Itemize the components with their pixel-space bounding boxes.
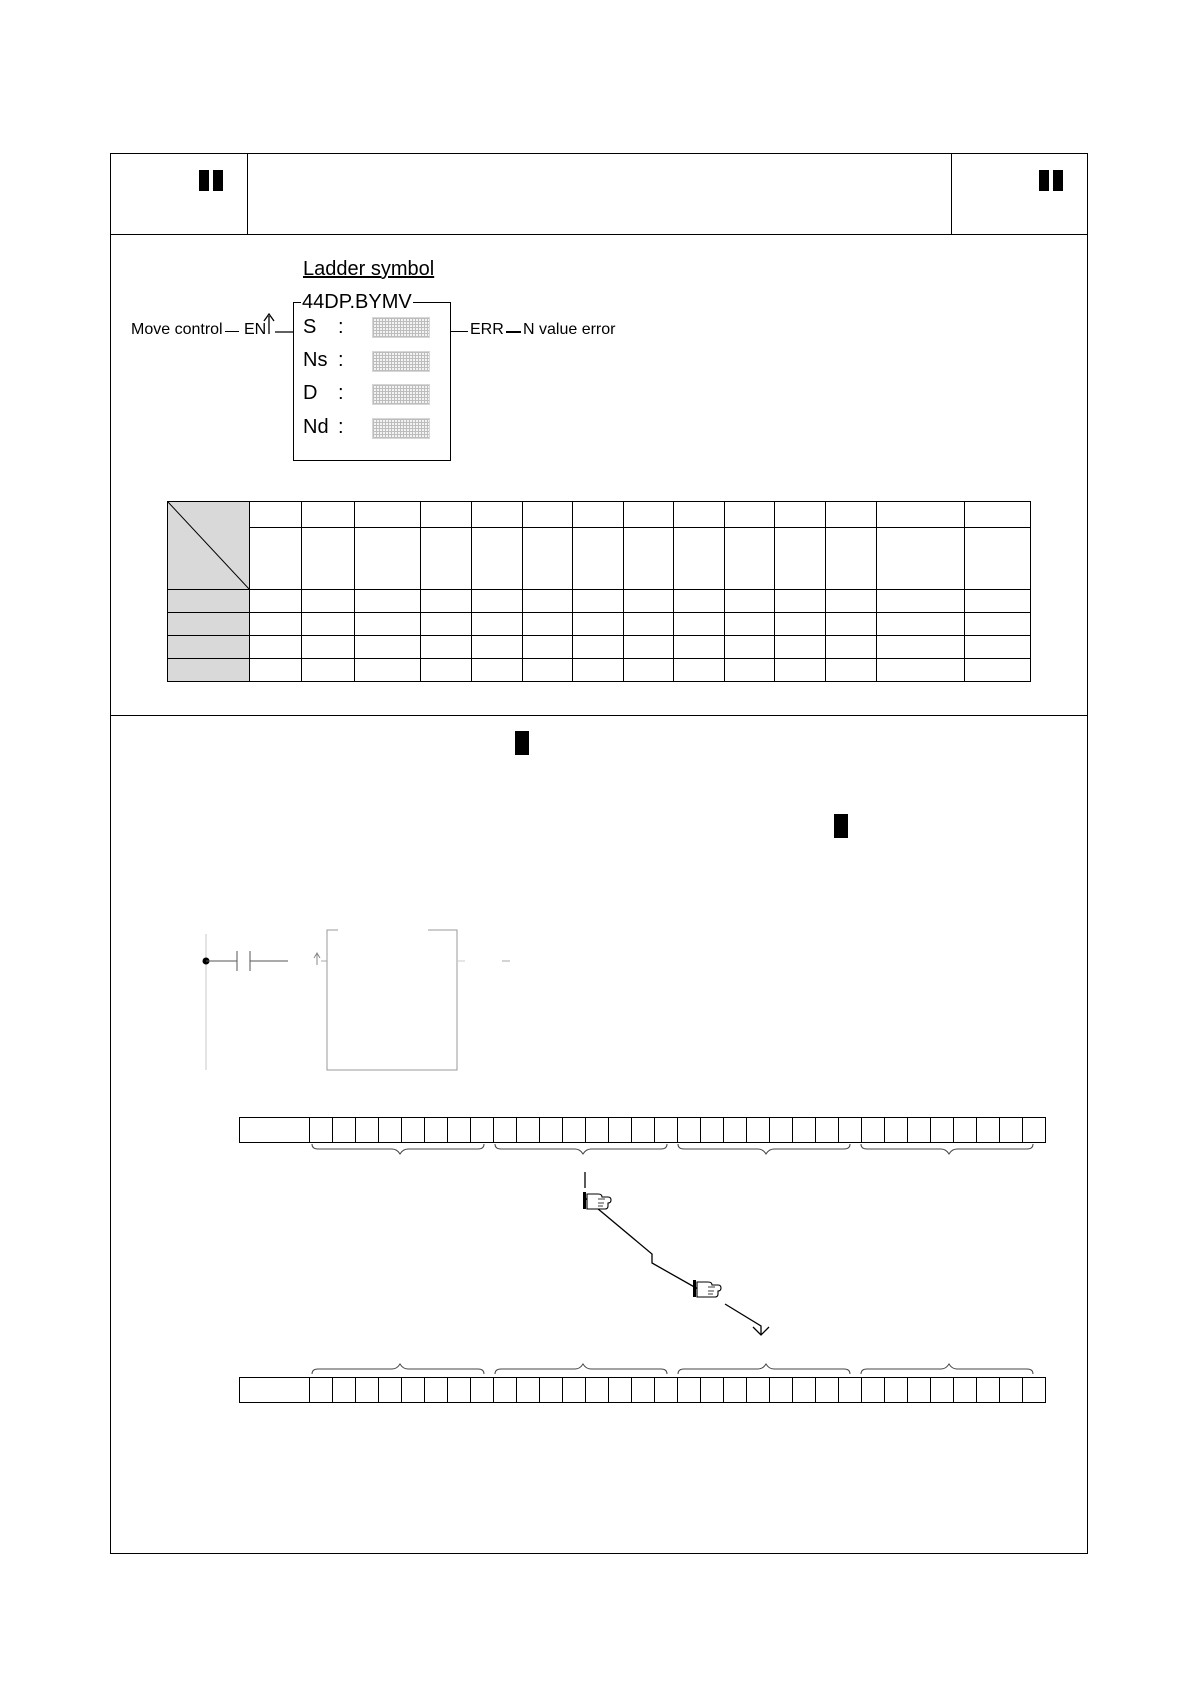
table-row (168, 613, 1031, 636)
operand-device-table (167, 501, 1031, 682)
header-divider (110, 234, 1088, 235)
operand-colon: : (338, 316, 344, 338)
ladder-symbol-heading: Ladder symbol (303, 258, 435, 280)
table-corner-cell (168, 502, 250, 590)
operand-d-label: D (303, 382, 318, 404)
pointing-hand-icon (692, 1278, 722, 1300)
en-pin-label: EN (244, 321, 267, 338)
table-row (168, 590, 1031, 613)
operand-nd-label: Nd (303, 416, 329, 438)
operand-s-field (372, 317, 430, 338)
destination-bit-row (239, 1377, 1046, 1403)
explanation-mark (834, 814, 848, 838)
input-wire (225, 331, 239, 332)
page-frame (110, 153, 1088, 1554)
word-label-cell (239, 1117, 310, 1143)
instruction-name: 44DP.BYMV (302, 291, 412, 313)
operand-ns-field (372, 351, 430, 372)
pointing-hand-icon (582, 1190, 612, 1212)
explanation-mark (515, 731, 529, 755)
err-pin-label: ERR (470, 321, 504, 338)
operand-colon: : (338, 349, 344, 371)
destination-byte-braces (300, 1360, 1040, 1376)
output-wire (451, 331, 468, 332)
word-label-cell (239, 1377, 310, 1403)
example-ladder-diagram (195, 920, 515, 1080)
section-divider (110, 715, 1088, 716)
operand-nd-field (372, 418, 430, 439)
operand-d-field (372, 384, 430, 405)
header-left-divider (247, 153, 248, 234)
output-wire (506, 331, 521, 333)
table-row (168, 636, 1031, 659)
header-right-divider (951, 153, 952, 234)
source-bit-row (239, 1117, 1046, 1143)
header-left-mark (213, 170, 223, 191)
move-control-label: Move control (131, 321, 223, 338)
operand-colon: : (338, 382, 344, 404)
source-byte-braces (300, 1143, 1040, 1159)
operand-ns-label: Ns (303, 349, 328, 371)
n-value-error-label: N value error (523, 321, 616, 338)
header-right-mark (1039, 170, 1049, 191)
table-row (168, 659, 1031, 682)
header-left-mark (199, 170, 209, 191)
operand-s-label: S (303, 316, 317, 338)
operand-colon: : (338, 416, 344, 438)
header-right-mark (1053, 170, 1063, 191)
corner-diagonal (168, 502, 250, 590)
rising-edge-icon (263, 312, 295, 336)
